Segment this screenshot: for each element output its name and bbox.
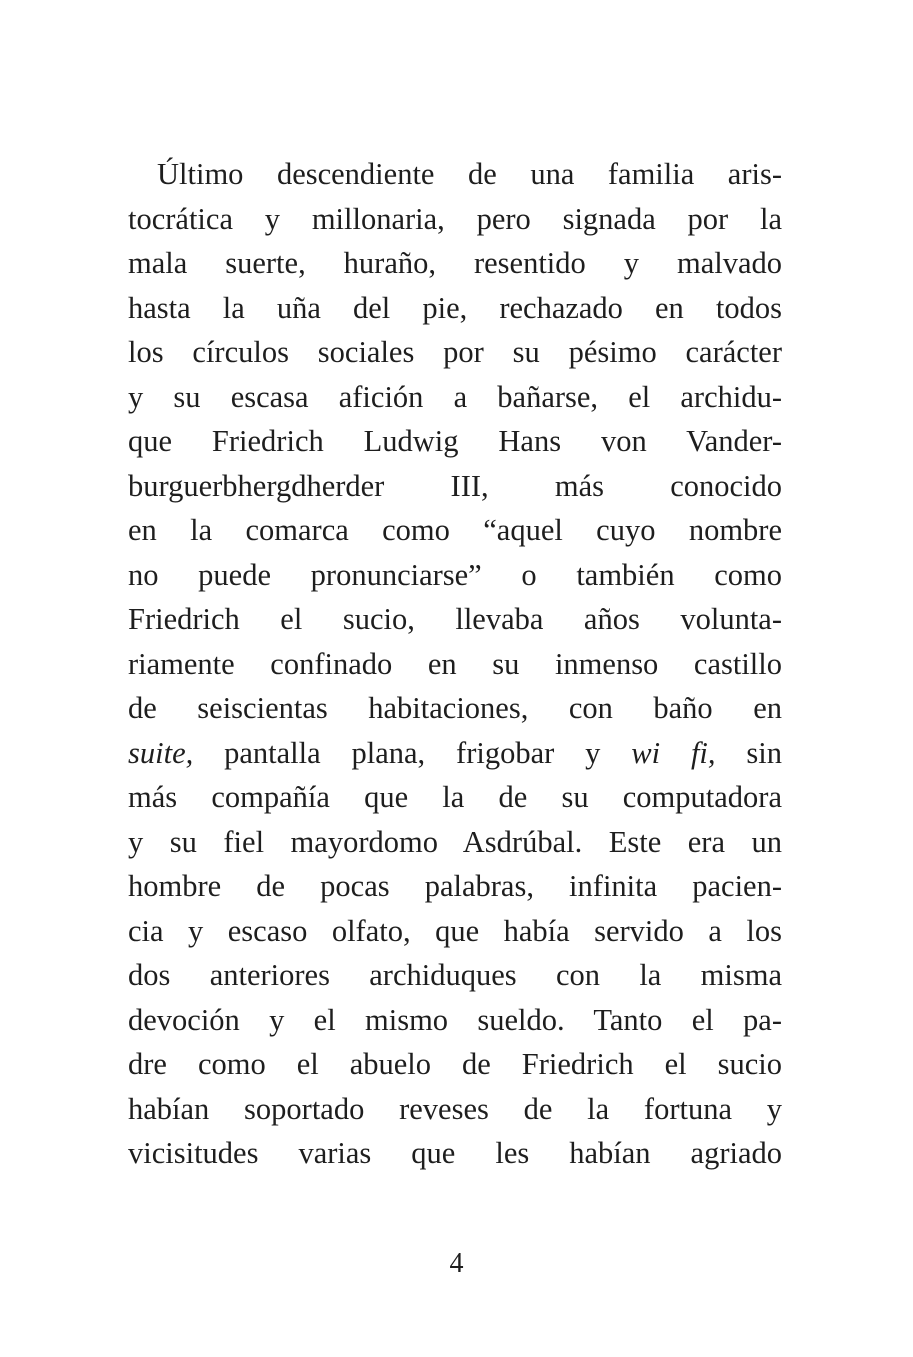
text-block: [128, 152, 782, 1176]
text-line: [128, 731, 782, 776]
text-line: [128, 197, 782, 242]
text-segment: sin: [715, 735, 782, 770]
text-segment: dos anteriores archiduques con la misma: [128, 958, 782, 992]
text-segment: Último descendiente de una familia aris-: [157, 157, 782, 191]
text-segment: Friedrich el sucio, llevaba años volunta-: [128, 602, 782, 636]
text-segment: vicisitudes varias que les habían agriado: [128, 1136, 782, 1170]
text-segment: devoción y el mismo sueldo. Tanto el pa-: [128, 1002, 782, 1037]
text-segment: burguerbhergdherder III, más conocido: [128, 468, 782, 503]
text-line: [128, 508, 782, 553]
text-segment: tocrática y millonaria, pero signada por la: [128, 201, 782, 236]
text-line: [128, 1087, 782, 1132]
text-line: [128, 864, 782, 909]
text-segment: en la comarca como “aquel cuyo nombre: [128, 513, 782, 547]
text-line: [128, 464, 782, 509]
text-line: [128, 286, 782, 331]
text-segment: hasta la uña del pie, rechazado en todos: [128, 290, 782, 325]
text-segment: hombre de pocas palabras, infinita pacien-: [128, 869, 782, 903]
text-segment: mala suerte, huraño, resentido y malvado: [128, 246, 782, 280]
text-line: [128, 152, 782, 197]
text-segment: suite,: [128, 735, 194, 770]
text-line: [128, 642, 782, 687]
text-segment: y su fiel mayordomo Asdrúbal. Este era un: [128, 824, 782, 859]
text-segment: que Friedrich Ludwig Hans von Vander-: [128, 424, 782, 458]
page-number: 4: [449, 1248, 464, 1279]
text-line: [128, 686, 782, 731]
text-line: [128, 1131, 782, 1176]
text-segment: wi fi,: [631, 735, 716, 770]
text-line: [128, 953, 782, 998]
text-segment: dre como el abuelo de Friedrich el sucio: [128, 1047, 782, 1081]
text-line: [128, 419, 782, 464]
text-segment: de seiscientas habitaciones, con baño en: [128, 691, 782, 725]
text-segment: más compañía que la de su computadora: [128, 780, 782, 814]
text-segment: cia y escaso olfato, que había servido a los: [128, 913, 782, 948]
text-line: [128, 597, 782, 642]
text-line: [128, 330, 782, 375]
text-line: [128, 909, 782, 954]
text-segment: habían soportado reveses de la fortuna y: [128, 1091, 782, 1126]
text-line: [128, 820, 782, 865]
text-line: [128, 775, 782, 820]
text-line: [128, 998, 782, 1043]
text-segment: riamente confinado en su inmenso castillo: [128, 646, 782, 681]
text-segment: pantalla plana, frigobar y: [193, 735, 632, 770]
text-line: [128, 1042, 782, 1087]
text-segment: no puede pronunciarse” o también como: [128, 557, 782, 592]
text-segment: los círculos sociales por su pésimo carácter: [128, 335, 782, 369]
text-line: [128, 375, 782, 420]
text-line: [128, 553, 782, 598]
text-line: [128, 241, 782, 286]
text-segment: y su escasa afición a bañarse, el archidu-: [128, 379, 782, 414]
